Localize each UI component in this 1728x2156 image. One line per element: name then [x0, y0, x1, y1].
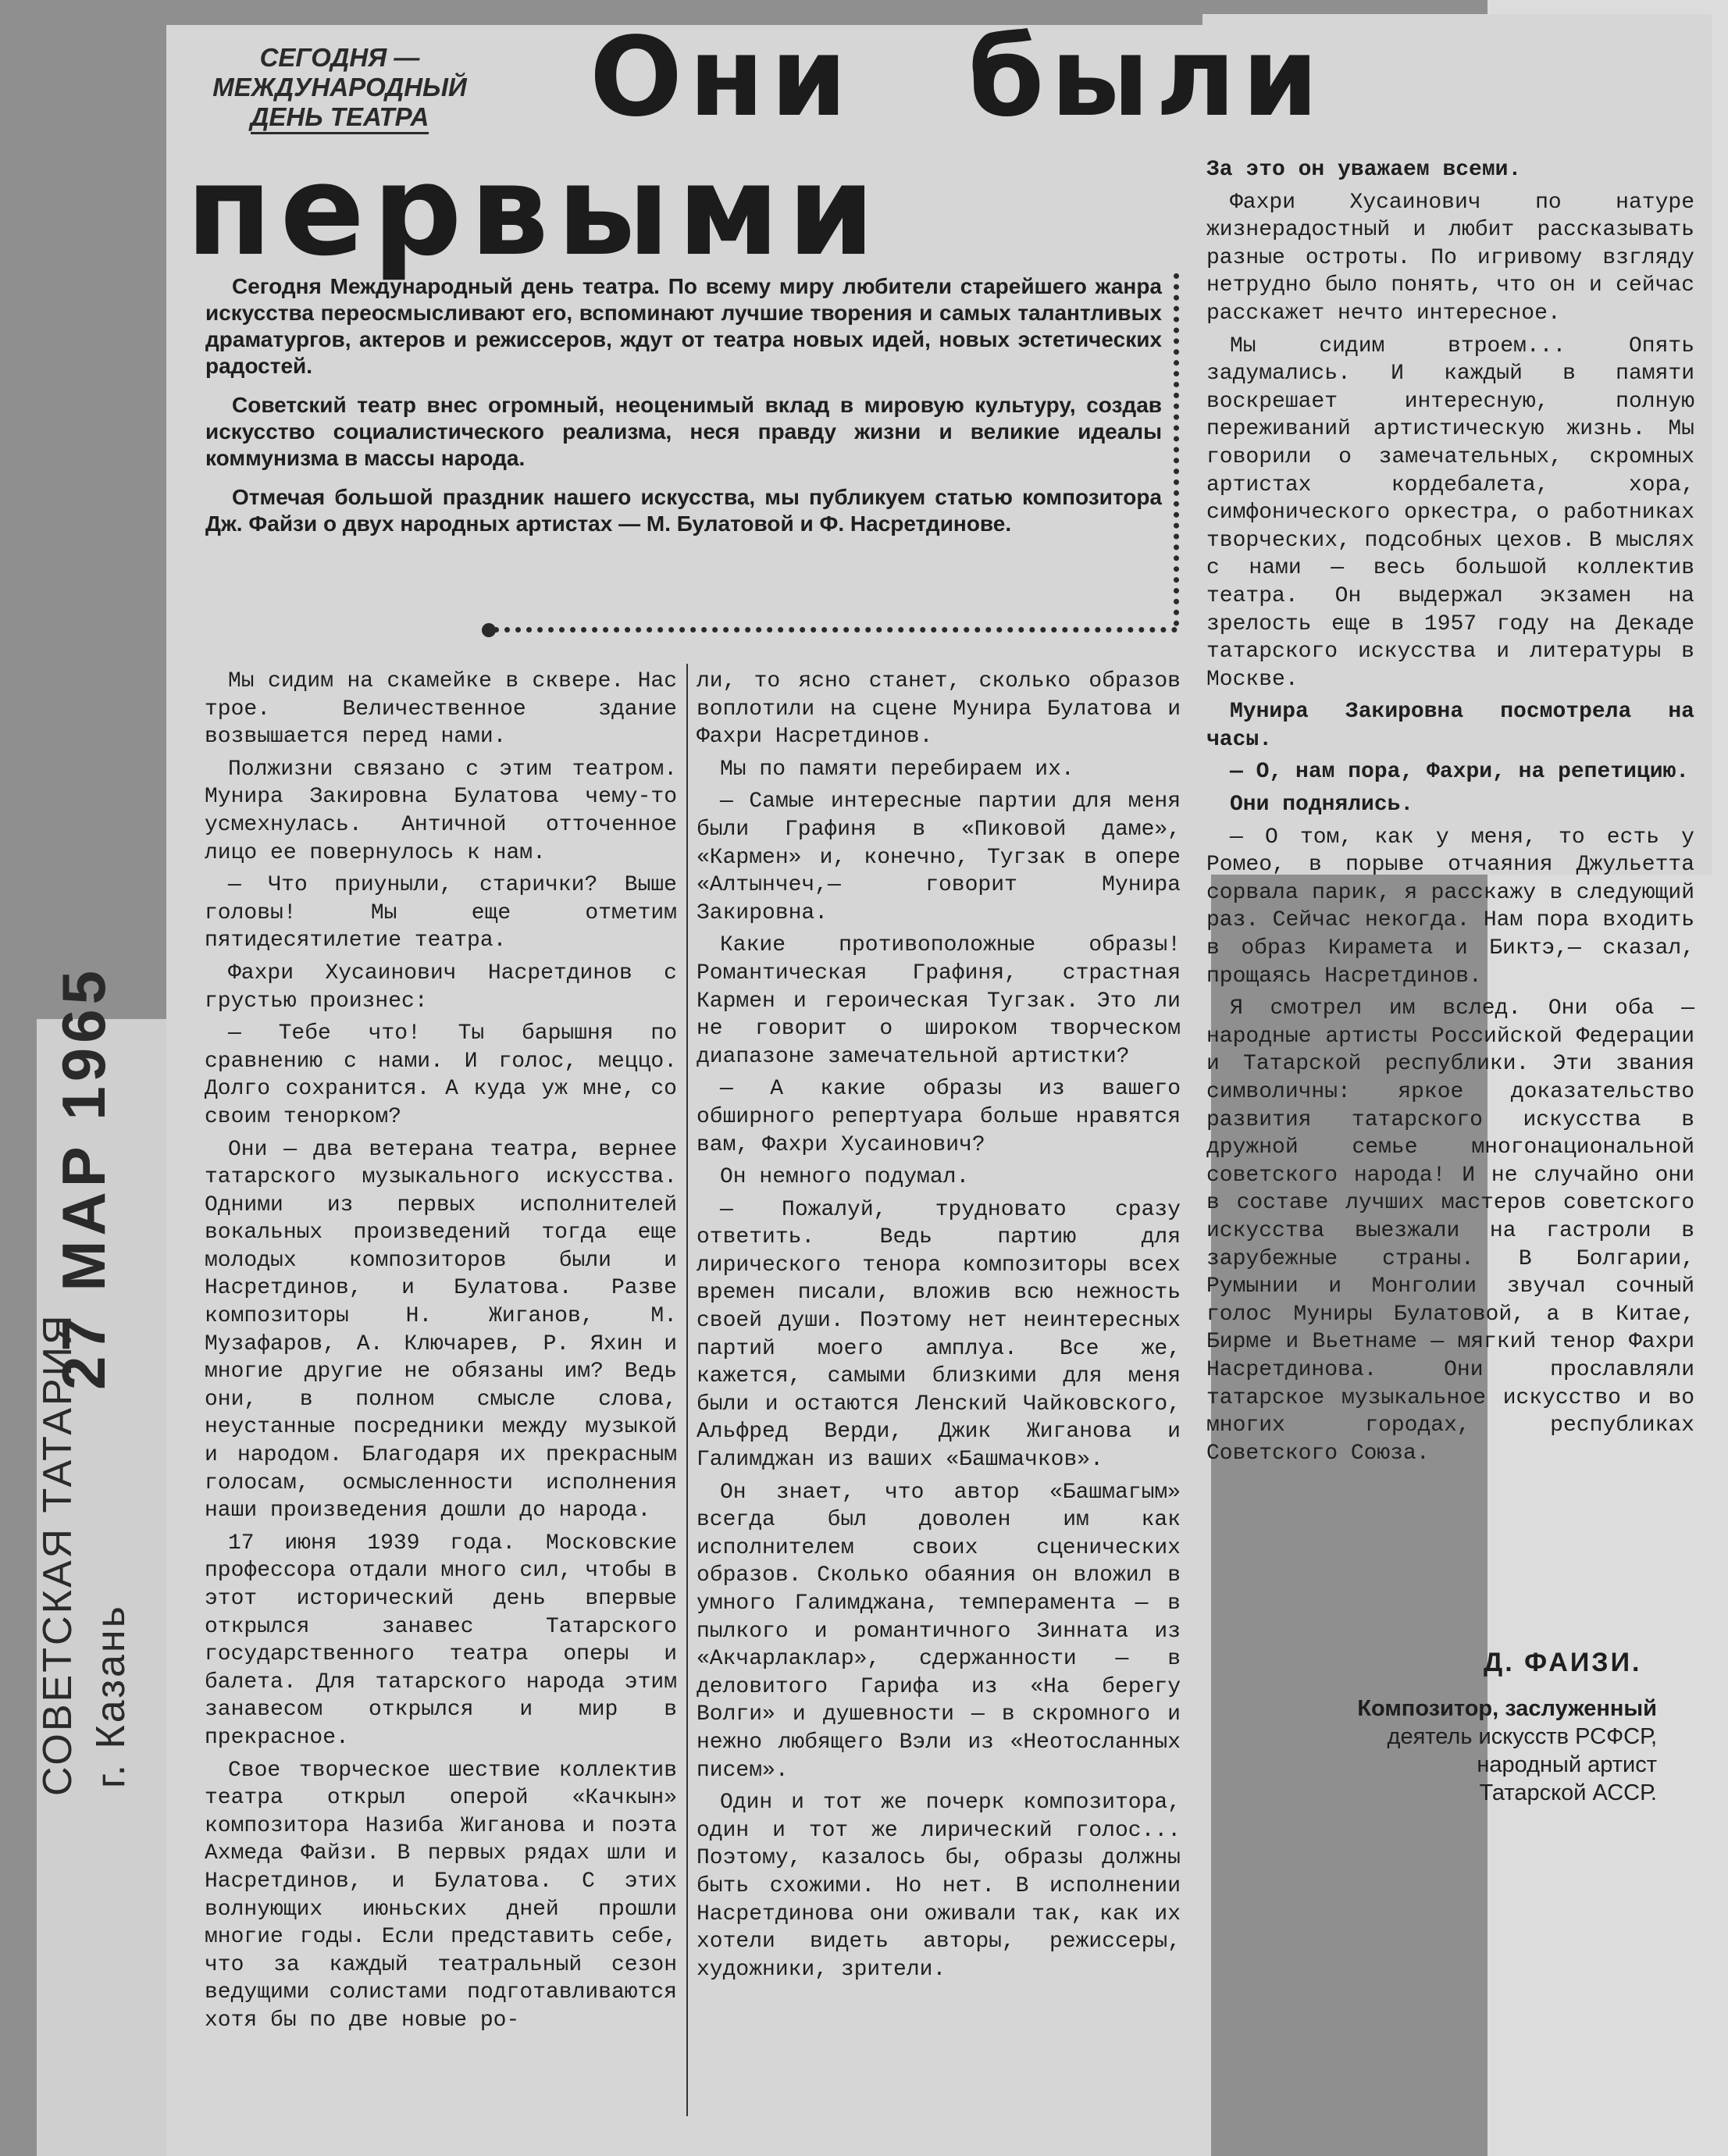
lead-paragraph: Советский театр внес огромный, неоценимый вклад в мировую культуру, создав искусство социалистического реализма, неся правду жизни и великие идеалы коммунизма в массы народа.: [205, 393, 1162, 470]
author-signature: Д. ФАИЗИ.: [1484, 1648, 1642, 1677]
paragraph: — Пожалуй, трудновато сразу ответить. Ведь партию для лирического тенора композиторы всех времен писали, вложив всю нежность своей души. Поэтому нет неинтересных партий моего амплуа. Все же, кажется, самыми близкими для меня были и остаются Ленский Чайковского, Альфред Верди, Джик Жиганова и Галимджан из ваших «Башмачков».: [697, 1197, 1181, 1473]
paragraph: Он немного подумал.: [720, 1165, 970, 1190]
paragraph: — О, нам пора, Фахри, на репетицию.: [1230, 760, 1690, 785]
archive-stamp-newspaper-wrap: [34, 1070, 80, 1796]
paragraph: Полжизни связано с этим театром. Мунира Закировна Булатова чему-то усмехнулась. Античной отточенное лицо ее повернулось к нам.: [205, 757, 677, 865]
author-title: [1257, 1695, 1657, 1807]
paragraph: ли, то ясно станет, сколько образов воплотили на сцене Мунира Булатова и Фахри Насретдинов.: [697, 669, 1181, 750]
paragraph: Какие противоположные образы! Романтическая Графиня, страстная Кармен и героическая Тугзак. Это ли не говорит о широком творческом диапазоне замечательной артистки?: [697, 933, 1181, 1069]
paragraph: Они поднялись.: [1230, 793, 1414, 818]
paragraph: За это он уважаем всеми.: [1206, 158, 1522, 182]
lead-frame-dot: [482, 623, 496, 637]
lead-paragraphs: [205, 273, 1162, 550]
paragraph: Мы сидим втроем... Опять задумались. И каждый в памяти воскрешает интересную, полную переживаний артистическую жизнь. Мы говорили о замечательных, скромных артистах кордебалета, хора, симфонического оркестра, о работниках творческих, подсобных цехов. В мыслях с нами — весь большой коллектив театра. Он выдержал экзамен на зрелость еще в 1957 году на Декаде татарского искусства и литературы в Москве.: [1206, 333, 1694, 692]
paragraph: — Что приуныли, старички? Выше головы! Мы еще отметим пятидесятилетие театра.: [205, 873, 677, 953]
author-title-line: Композитор, заслуженный: [1357, 1696, 1657, 1721]
archive-stamp-city-wrap: [87, 1070, 134, 1788]
headline-line-2: первыми: [186, 137, 883, 283]
paragraph: Один и тот же почерк композитора, один и тот же лирический голос... Поэтому, казалось бы, образы должны быть схожими. Но нет. В исполнении Насретдинова они оживали так, как их хотели видеть авторы, режиссеры, художники, зрители.: [697, 1791, 1181, 1982]
paragraph: Они — два ветерана театра, вернее татарского музыкального искусства. Одними из первых исполнителей вокальных произведений тогда еще молодых композиторов были и Насретдинов, и Булатова. Разве композиторы Н. Жиганов, М. Музафаров, А. Ключарев, Р. Яхин и многие другие не обязаны им? Ведь они, в полном смысле слова, неустанные посредники между музыкой и народом. Благодаря их прекрасным голосам, осмысленности исполнения наши произведения дошли до народа.: [205, 1137, 677, 1523]
paragraph: Фахри Хусаинович по натуре жизнерадостный и любит рассказывать разные остроты. По игривому взгляду нетрудно было понять, что он и сейчас расскажет нечто интересное.: [1206, 190, 1694, 326]
paragraph: — Тебе что! Ты барышня по сравнению с нами. И голос, меццо. Долго сохранится. А куда уж мне, со своим тенорком?: [205, 1021, 677, 1129]
archive-stamp-newspaper: СОВЕТСКАЯ ТАТАРИЯ: [35, 1313, 80, 1796]
lead-frame-horizontal: [493, 627, 1178, 633]
author-title-line: народный артист: [1477, 1752, 1657, 1777]
paragraph: — А какие образы из вашего обширного репертуара больше нравятся вам, Фахри Хусаинович?: [697, 1077, 1181, 1157]
lead-frame-vertical: [1174, 273, 1179, 626]
lead-paragraph: Сегодня Международный день театра. По всему миру любители старейшего жанра искусства переосмысливают его, вспоминают лучшие творения и самых талантливых драматургов, актеров и режиссеров, ждут от театра новых идей, новых эстетических радостей.: [205, 274, 1162, 378]
lead-paragraph: Отмечая большой праздник нашего искусства, мы публикуем статью композитора Дж. Файзи о двух народных артистах — М. Булатовой и Ф. Насретдинове.: [205, 485, 1162, 536]
kicker-line-1: СЕГОДНЯ —: [259, 43, 420, 72]
kicker-line-3: ДЕНЬ ТЕАТРА: [251, 102, 429, 134]
article-column-2: [697, 668, 1181, 1988]
article-column-3: [1206, 156, 1694, 1472]
paragraph: — О том, как у меня, то есть у Ромео, в порыве отчаяния Джульетта сорвала парик, я расскажу в следующий раз. Сейчас некогда. Нам пора входить в образ Кирамета и Биктэ,— сказал, прощаясь Насретдинов.: [1206, 825, 1694, 989]
paragraph: Фахри Хусаинович Насретдинов с грустью произнес:: [205, 960, 677, 1014]
paragraph: Свое творческое шествие коллектив театра открыл оперой «Качкын» композитора Назиба Жиганова и поэта Ахмеда Файзи. В первых рядах шли и Насретдинов, и Булатова. С этих волнующих июньских дней прошли многие годы. Если представить себе, что за каждый театральный сезон ведущими солистами подготавливаются хотя бы по две новые ро-: [205, 1758, 677, 2033]
headline-line-1: Они были: [590, 14, 1325, 141]
paragraph: Он знает, что автор «Башмагым» всегда был доволен им как исполнителем своих сценических образов. Сколько обаяния он вложил в умного Галимджана, темперамента — в пылкого и романтичного Зинната из «Акчарлаклар», сдержанности — в деловитого Гарифа из «На берегу Волги» и душевности — в скромного и нежно любящего Вэли из «Неотосланных писем».: [697, 1480, 1181, 1783]
archive-stamp-date: 27 МАР 1965: [49, 966, 118, 1390]
author-title-line: деятель искусств РСФСР,: [1387, 1724, 1657, 1749]
paragraph: 17 июня 1939 года. Московские профессора отдали много сил, чтобы в этот исторический день впервые открылся занавес Татарского государственного театра оперы и балета. Для татарского народа этим занавесом открылся и мир в прекрасное.: [205, 1531, 677, 1750]
archive-stamp-city: г. Казань: [88, 1604, 134, 1788]
column-rule: [686, 664, 688, 2116]
paragraph: — Самые интересные партии для меня были Графиня в «Пиковой даме», «Кармен» и, конечно, Тугзак в опере «Алтынчеч,— говорит Мунира Закировна.: [697, 789, 1181, 925]
kicker: [187, 43, 492, 134]
article-column-1: [205, 668, 677, 2040]
paragraph: Я смотрел им вслед. Они оба — народные артисты Российской Федерации и Татарской республики. Эти звания символичны: яркое доказательство развития татарского искусства в дружной семье многонациональной советского народа! И не случайно они в составе лучших мастеров советского искусства выезжали на гастроли в зарубежные страны. В Болгарии, Румынии и Монголии звучал сочный голос Муниры Булатовой, а в Китае, Бирме и Вьетнаме — мягкий тенор Фахри Насретдинова. Они прославляли татарское музыкальное искусство и во многих городах, республиках Советского Союза.: [1206, 996, 1694, 1466]
author-title-line: Татарской АССР.: [1479, 1780, 1657, 1805]
paragraph: Мы по памяти перебираем их.: [720, 757, 1074, 782]
kicker-line-2: МЕЖДУНАРОДНЫЙ: [212, 73, 467, 102]
paragraph: Мы сидим на скамейке в сквере. Нас трое. Величественное здание возвышается перед нами.: [205, 669, 677, 750]
paragraph: Мунира Закировна посмотрела на часы.: [1206, 700, 1694, 752]
